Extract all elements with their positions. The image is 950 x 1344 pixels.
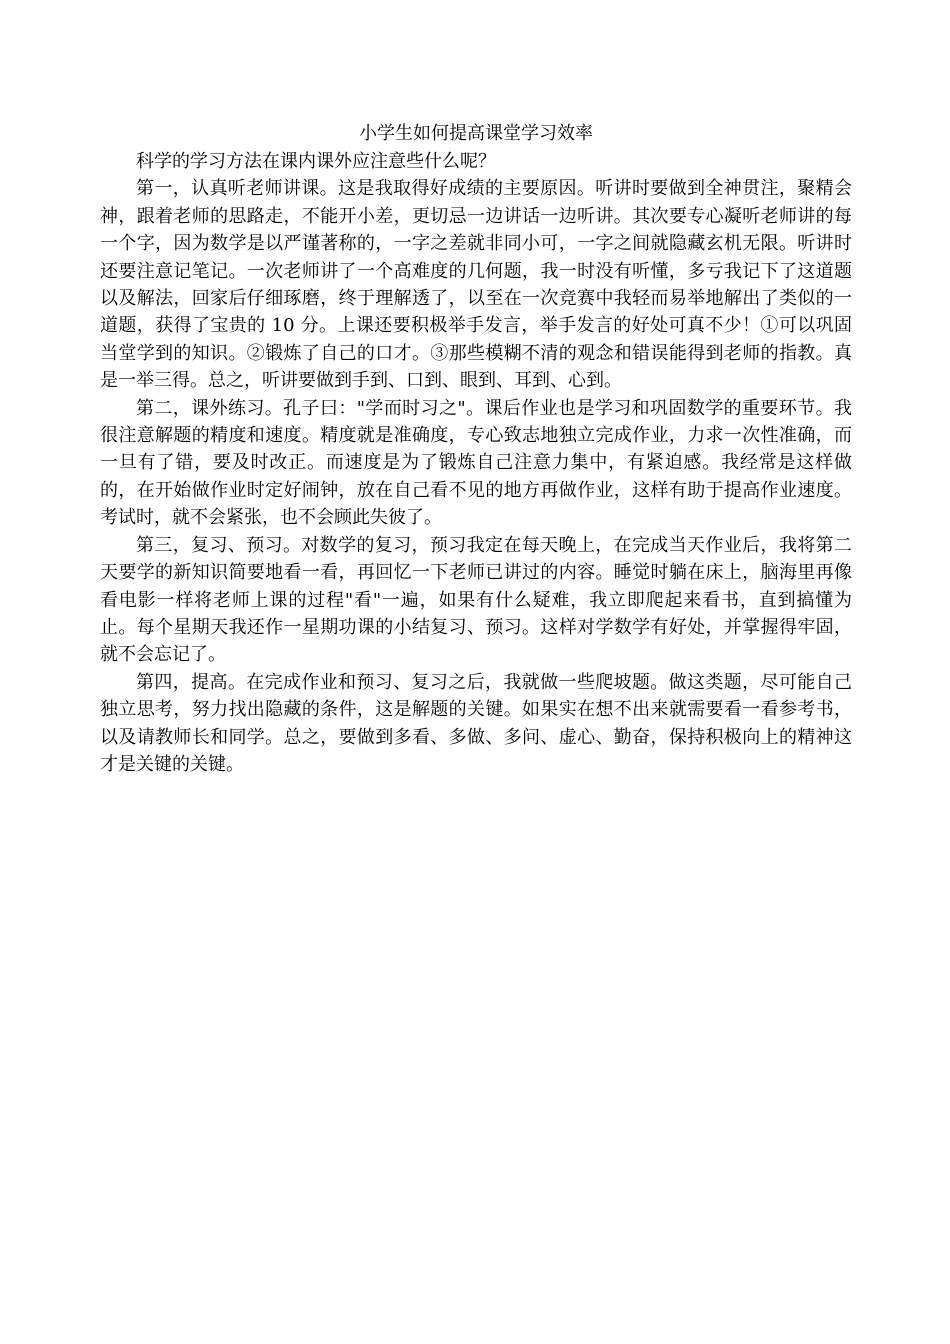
paragraph-fourth: 第四，提高。在完成作业和预习、复习之后，我就做一些爬坡题。做这类题，尽可能自己独立思考，努力找出隐藏的条件，这是解题的关键。如果实在想不出来就需要看一看参考书，以及请教师长和同学。总之，要做到多看、多做、多问、虚心、勤奋，保持积极向上的精神这才是关键的关键。 [100, 671, 852, 775]
paragraph-intro: 科学的学习方法在课内课外应注意些什么呢？ [136, 151, 496, 172]
document-page [100, 120, 852, 778]
paragraph-second: 第二，课外练习。孔子曰："学而时习之"。课后作业也是学习和巩固数学的重要环节。我很注意解题的精度和速度。精度就是准确度，专心致志地独立完成作业，力求一次性准确，而一旦有了错，要及时改正。而速度是为了锻炼自己注意力集中，有紧迫感。我经常是这样做的，在开始做作业时定好闹钟，放在自己看不见的地方再做作业，这样有助于提高作业速度。考试时，就不会紧张，也不会顾此失彼了。 [100, 397, 852, 529]
document-title: 小学生如何提高课堂学习效率 [359, 123, 593, 144]
paragraph-first: 第一，认真听老师讲课。这是我取得好成绩的主要原因。听讲时要做到全神贯注，聚精会神，跟着老师的思路走，不能开小差，更切忌一边讲话一边听讲。其次要专心凝听老师讲的每一个字，因为数学是以严谨著称的，一字之差就非同小可，一字之间就隐藏玄机无限。听讲时还要注意记笔记。一次老师讲了一个高难度的几何题，我一时没有听懂，多亏我记下了这道题以及解法，回家后仔细琢磨，终于理解透了，以至在一次竞赛中我轻而易举地解出了类似的一道题，获得了宝贵的 10 分。上课还要积极举手发言，举手发言的好处可真不少！①可以巩固当堂学到的知识。②锻炼了自己的口才。③那些模糊不清的观念和错误能得到老师的指教。真是一举三得。总之，听讲要做到手到、口到、眼到、耳到、心到。 [100, 178, 852, 392]
paragraph-third: 第三，复习、预习。对数学的复习，预习我定在每天晚上，在完成当天作业后，我将第二天要学的新知识简要地看一看，再回忆一下老师已讲过的内容。睡觉时躺在床上，脑海里再像看电影一样将老师上课的过程"看"一遍，如果有什么疑难，我立即爬起来看书，直到搞懂为止。每个星期天我还作一星期功课的小结复习、预习。这样对学数学有好处，并掌握得牢固，就不会忘记了。 [100, 534, 852, 666]
